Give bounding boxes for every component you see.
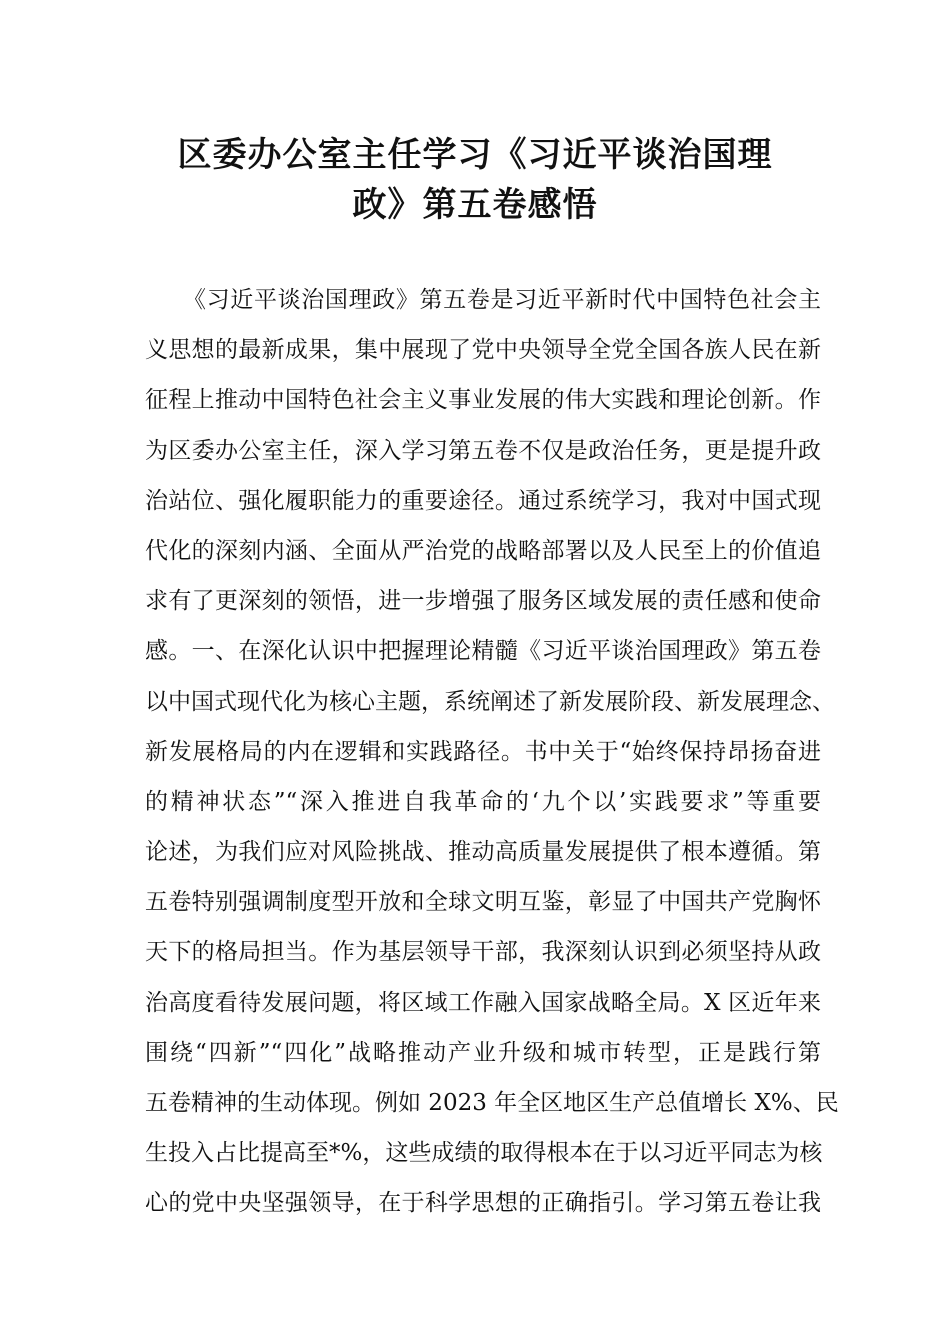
body-line: 治站位、强化履职能力的重要途径。通过系统学习，我对中国式现 <box>145 487 821 514</box>
document-body <box>145 282 839 1236</box>
body-line: 五卷精神的生动体现。例如 2023 年全区地区生产总值增长 X%、民 <box>145 1090 839 1116</box>
body-line: 心的党中央坚强领导，在于科学思想的正确指引。学习第五卷让我 <box>145 1190 821 1217</box>
body-line: 代化的深刻内涵、全面从严治党的战略部署以及人民至上的价值追 <box>145 537 821 564</box>
title-line-2: 政》第五卷感悟 <box>352 185 598 225</box>
title-line-1: 区委办公室主任学习《习近平谈治国理 <box>177 135 773 175</box>
body-line: 天下的格局担当。作为基层领导干部，我深刻认识到必须坚持从政 <box>145 939 821 966</box>
body-line: 义思想的最新成果，集中展现了党中央领导全党全国各族人民在新 <box>145 337 821 364</box>
body-line: 治高度看待发展问题，将区域工作融入国家战略全局。X 区近年来 <box>145 989 821 1016</box>
body-line: 新发展格局的内在逻辑和实践路径。书中关于“始终保持昂扬奋进 <box>145 738 821 765</box>
body-line: 以中国式现代化为核心主题，系统阐述了新发展阶段、新发展理念、 <box>145 688 835 715</box>
body-line: 论述，为我们应对风险挑战、推动高质量发展提供了根本遵循。第 <box>145 839 821 866</box>
body-line: 求有了更深刻的领悟，进一步增强了服务区域发展的责任感和使命 <box>145 588 821 615</box>
body-line: 生投入占比提高至*%，这些成绩的取得根本在于以习近平同志为核 <box>145 1140 823 1167</box>
body-line: 为区委办公室主任，深入学习第五卷不仅是政治任务，更是提升政 <box>145 437 821 464</box>
body-line: 五卷特别强调制度型开放和全球文明互鉴，彰显了中国共产党胸怀 <box>145 889 821 916</box>
body-line: 征程上推动中国特色社会主义事业发展的伟大实践和理论创新。作 <box>145 387 821 414</box>
body-line: 的精神状态”“深入推进自我革命的‘九个以’实践要求”等重要 <box>145 788 821 815</box>
body-line: 《习近平谈治国理政》第五卷是习近平新时代中国特色社会主 <box>183 287 821 313</box>
body-line: 感。一、在深化认识中把握理论精髓《习近平谈治国理政》第五卷 <box>145 638 821 665</box>
body-line: 围绕“四新”“四化”战略推动产业升级和城市转型，正是践行第 <box>145 1039 821 1066</box>
